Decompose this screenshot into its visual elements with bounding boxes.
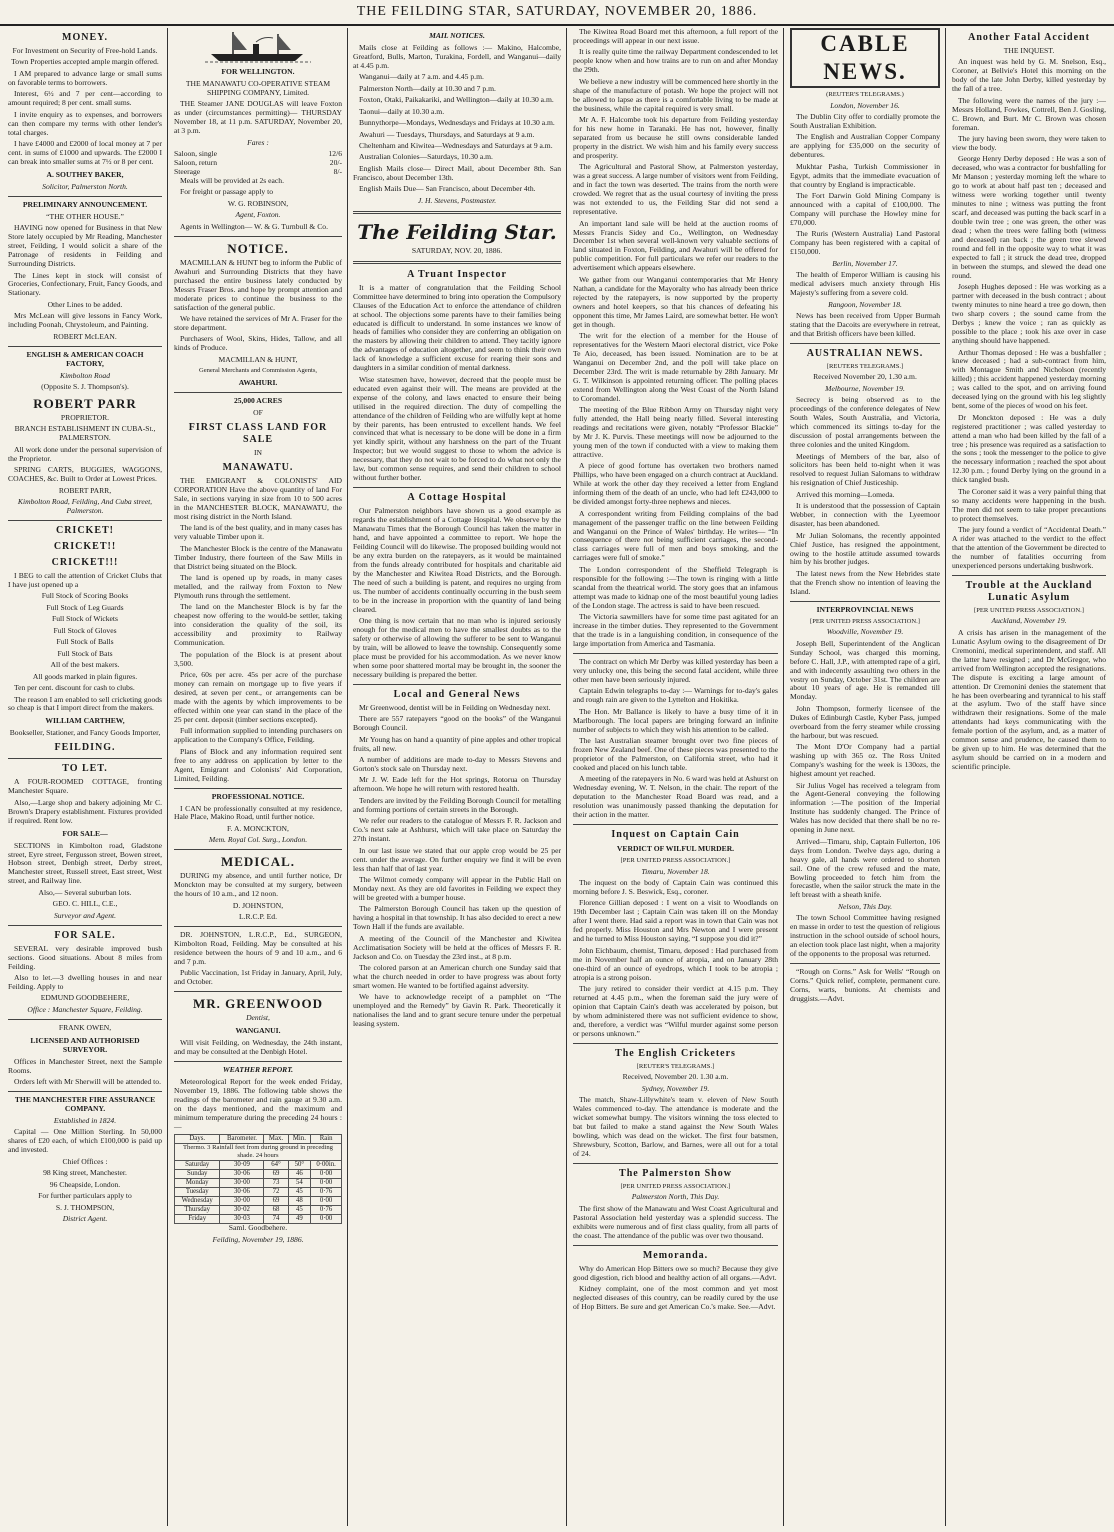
weather-cell-rain: 0·00in. [311,1161,342,1170]
accident-para: George Henry Derby deposed : He was a son of deceased, who was a contractor for bushfalling for Mr Manson ; yesterday morning left the whare to go to work at about half past ten ; deceased and witness were working together until twenty minutes to nine ; witness was putting the front scarf, and deceased was putting the back scarf in a double twin tree ; one was green, the other was dead ; when the trees were falling both (witness and deceased) ran back ; the green tree slewed round and fell in the opposite way to what it was expected to fall ; it struck the dead tree, dropped in between the stumps, and slewed the dead one round. [952,154,1106,280]
prof-heading: PROFESSIONAL NOTICE. [211,791,305,801]
money-para: Interest, 6½ and 7 per cent—according to amount required; 8 per cent. small sums. [8,89,162,108]
emigrant-para: Full information supplied to intending purchasers on application to the Company's Office, Feilding. [174,726,342,745]
weather-row [175,1179,342,1188]
cable-para: The health of Emperor William is causing his medical advisers much anxiety through His Majesty's suffering from a severe cold. [790,270,940,298]
weather-row [175,1170,342,1179]
weather-date: Feilding, November 19, 1886. [212,1234,304,1244]
other-para: Other Lines to be added. [47,299,123,309]
emigrant-para: Plans of Block and any information required sent free to any address on application by letter to the Agent, Emigrant and Colonists' Aid Corporation, Limited, Feilding. [174,746,342,783]
emigrant-para: The land on the Manchester Block is by far the cheapest now offering to the would-be settler, taking into consideration the quality of the soil, its accessibility and proximity to Railway Communication. [174,602,342,648]
notice-heading: NOTICE. [227,240,289,256]
inquest-para: John Eichbaum, chemist, Timaru, deposed : Had purchased from me in November half an ounce of atropia, and on January 28th one-third of an ounce of eyedrops, which I took to be atropia ; atropia is a strong poison. [573,945,778,982]
weather-header-row: Days. Barometer. Max. Min. Rain [175,1135,342,1144]
wellington-heading: FOR WELLINGTON. [221,67,295,76]
local-para: Mr J. W. Eade left for the Hot springs, Rotorua on Thursday afternoon. We hope he will return with restored health. [353,775,561,794]
cricket-line: All goods marked in plain figures. [32,671,138,681]
greenwood-heading: MR. GREENWOOD [193,996,323,1012]
weather-intro: Meteorological Report for the week ended Friday, November 19, 1886. The following table shows the readings of the barometer and rain gauge at 9.30 a.m. on the days mentioned, and the maximum and minimum temperature during the preceding 24 hours :— [174,1077,342,1131]
owen-heading: LICENSED AND AUTHORISED SURVEYOR. [30,1035,140,1054]
news-para: We believe a new industry will be commenced here shortly in the shape of the manufacture of potash. We hope the project will not be allowed to lapse as there is a comfortable living to be made at the business, while the capital required is very small. [573,76,778,113]
cable-para: The Fort Darwin Gold Mining Company is announced with a capital of £100,000. The Company will purchase the Howley mine for £70,000. [790,191,940,227]
paper-date: SATURDAY, NOV. 20, 1886. [411,245,503,255]
aus-para: Mr Julian Solomans, the recently appointed Chief Justice, has resigned the appointment, owing to the hostile attitude assumed towards him by his brother judges. [790,530,940,567]
cricket-line: Full Stock of Gloves [53,625,117,635]
local-para: A meeting of the Council of the Manchester and Kiwitea Acclimatisation Society will be held at the offices of Messrs F. R. Jackson and Co. on Tuesday the 23rd inst., at 8 p.m. [353,933,561,961]
accident-para: Joseph Hughes deposed : He was working as a partner with deceased in the bush contract ; about twenty minutes to nine heard a tree go down, then two sharp covers ; the sound came from the Derbys ; knew the voice ; ran as quickly as possible to the place ; took his axe over in case anything should have happened. [952,282,1106,346]
fare-row: Saloon, return 20/- [174,158,342,168]
accident-para: The Coroner said it was a very painful thing that so many accidents were happening in the bush. The men did not seem to take proper precautions to protect themselves. [952,486,1106,523]
robinson-title: Agent, Foxton. [235,210,281,220]
weather-cell-day: Monday [175,1179,220,1188]
inquest-subheading: THE INQUEST. [1003,46,1055,55]
weather-cell-day: Wednesday [175,1197,220,1206]
memoranda-para: Kidney complaint, one of the most common and yet most neglected diseases of this country, can be readily cured by the use of Hop Bitters. Be sure and get American Co.'s make. See.—Advt. [573,1283,778,1311]
mail-para: Awahuri — Tuesdays, Thursdays, and Saturdays at 9 a.m. [359,129,535,139]
weather-cell-day: Tuesday [175,1188,220,1197]
mail-heading: MAIL NOTICES. [429,31,485,40]
fire-agent-title: District Agent. [62,1214,108,1224]
cable-heading: CABLE NEWS. [790,28,940,88]
mail-para: Mails close at Feilding as follows :— Makino, Halcombe, Greatford, Bulls, Marton, Turakina, Fordell, and Wanganui—daily at 4.45 p.m. [353,42,561,70]
proprietor: PROPRIETOR. [60,413,110,422]
weather-table [174,1134,342,1224]
macmillan-title: General Merchants and Commission Agents, [198,367,318,375]
news-para: The writ for the election of a member for the House of representatives for the Western Maori electoral district, vice Poke Te Aio, deceased, has been issued. Nomination are to be at Wanganui on December 2nd, and the poll will take place on December 23rd. The writ is made returnable by 28th January. Mr G. T. Wilkinson is appointed returning officer. The polling places extend from Wellington along the West Coast of the North Island to Coromandel. [573,331,778,403]
weather-cell-min: 49 [288,1215,311,1224]
weather-cell-max: 69 [264,1197,288,1206]
contract-para: The last Australian steamer brought over two fine pieces of frozen New Zealand beef. One of these pieces was presented to the proprietor of the Palmerston, on California street, who had it cooked and placed on his lunch table. [573,736,778,772]
coach-road: Kimbolton Road [60,370,110,380]
accident-para: The following were the names of the jury :—Messrs Holland, Fowkes, Cottrell, Ben J. Gosling, C. Brown, and Burt. Mr C. Brown was chosen foreman. [952,95,1106,132]
money-heading: MONEY. [62,32,108,43]
first-class-heading: FIRST CLASS LAND FOR SALE [188,422,328,446]
notice-para: Purchasers of Wool, Skins, Hides, Tallow, and all kinds of Produce. [174,334,342,353]
parr-para: All work done under the personal supervision of the Proprietor. [8,444,162,463]
dateline: Palmerston North, This Day. [631,1192,720,1202]
local-para: Mr Greenwood, dentist will be in Feilding on Wednesday next. [359,702,551,712]
corns-ad: “Rough on Corns.” Ask for Wells' “Rough on Corns.” Quick relief, complete, permanent cure. Corns, warts, bunions. At chemists and druggists.—Advt. [790,967,940,1003]
news-para: Mr A. F. Halcombe took his departure from Feilding yesterday for his new home in Taranaki. He has not, however, finally separated from us because he still owns considerable landed property in the district. We wish him and his family every success and prosperity. [573,115,778,160]
fire-capital: Capital — One Million Sterling. In 50,000 shares of £20 each, of which £100,000 is paid up and invested. [8,1127,162,1155]
accident-para: The jury having been sworn, they were taken to view the body. [952,134,1106,153]
contract-para: A meeting of the ratepayers in No. 6 ward was held at Ashurst on Wednesday evening, W. T. Nelson, in the chair. The report of the deputation to the Manchester Road Board was read, and a resolution was unanimously passed thanking the deputation for their action in the matter. [573,774,778,820]
inquest-para: The jury retired to consider their verdict at 4.15 p.m. They returned at 4.45 p.m., when the foreman said the jury were of opinion that Captain Cain's death was accelerated by poison, but by whom administered there was not sufficient evidence to show, and, therefore, a verdict was “Wilful murder against some person or persons unknown.” [573,984,778,1038]
parr-address: Kimbolton Road, Feilding, And Cuba street, Palmerston. [17,497,153,516]
carthew-name: WILLIAM CARTHEW, [45,716,125,726]
press-association: [PER UNITED PRESS ASSOCIATION.] [810,617,920,625]
received-line: Received November 20, 1.30 a.m. [813,372,917,382]
inter-para: Arrived—Timaru, ship, Captain Fullerton, 106 days from London. Twelve days ago, during a heavy gale, all hands were ordered to shorten sail. One of the crew refused and the mate, Bowling proceeded to fetch him from the forecastle, when the sailor struck the mate in the left breast with a sheath knife. [790,836,940,900]
notice-para: MACMILLAN & HUNT beg to inform the Public of Awahuri and Surrounding Districts that they have purchased the entire business lately conducted by Messrs Fraser Bros. and hope by prompt attention and moderate prices to continue the business to the satisfaction of the general public. [174,257,342,312]
manawatu-heading: MANAWATU. [222,462,294,474]
accident-para: Dr Monckton deposed : He was a duly registered practitioner ; was called yesterday to attend a man who had been killed by the fall of a tree ; his presence was required as a satisfaction to the sons ; took the messenger to the police to give the necessary information ; reached the spot about 12.30 p.m. ; found Derby lying on the ground in a thick tangled bush. [952,412,1106,485]
dateline: Rangoon, November 18. [828,299,902,309]
hill-name: GEO. C. HILL, C.E., [52,899,118,909]
news-para: A correspondent writing from Feilding complains of the bad management of the passenger traffic on the line between Feilding and Wanganui on the Prince of Wales' birthday. He writes— “In consequence of there not being sufficient carriages, the second-class carriages were full of men and boys smoking, and the carriages were full of smoke.” [573,508,778,563]
weather-cell-rain: 0·76 [311,1188,342,1197]
weather-cell-min: 54 [288,1179,311,1188]
cable-para: News has been received from Upper Burmah stating that the Dacoits are everywhere in retreat, and that British officers have been killed. [790,311,940,338]
cricketers-para: The match, Shaw-Lillywhite's team v. eleven of New South Wales commenced to-day. The attendance is moderate and the wicket somewhat bumpy. The visitors winning the toss elected to bat but failed to make a stand against the New South Wales bowling, which was dead on the wicket. The first four batsmen, Shrewsbury, Scotton, Barlow, and Barnes, were all out for a total of 24. [573,1095,778,1158]
mail-para: Foxton, Otaki, Paikakariki, and Wellington—daily at 10.30 a.m. [359,95,554,105]
fire-established: Established in 1824. [53,1115,117,1125]
mail-para: English Mails Due— San Francisco, about December 4th. [359,184,536,194]
asylum-heading: Trouble at the Auckland Lunatic Asylum [965,579,1093,603]
cable-para: Mukhtar Pasha, Turkish Commissioner in Egypt, admits that the immediate evacuation of that country by England is impracticable. [790,161,940,189]
steamer-para: THE Steamer JANE DOUGLAS will leave Foxton as under (circumstances permitting)— THURSDAY November 18, at 11 p.m. SATURDAY, November 20, at 3 p.m. [174,99,342,136]
australian-heading: AUSTRALIAN NEWS. [806,347,924,359]
medical-heading: MEDICAL. [220,854,296,870]
aus-para: Arrived this morning—Lomeda. [796,489,895,499]
baker-name: A. SOUTHEY BAKER, [46,169,124,179]
weather-cell-min: 45 [288,1188,311,1197]
inter-para: John Thompson, formerly licensee of the Dukes of Edinburgh Castle, Kyber Pass, jumped overboard from the ferry steamer while crossing the harbour, but was rescued. [790,703,940,740]
column-rule [167,28,168,1526]
weather-cell-rain: 0·00 [311,1215,342,1224]
dateline: Auckland, November 19. [991,616,1067,626]
tolet-heading: TO LET. [62,763,108,775]
weather-cell-bar: 30·00 [220,1197,264,1206]
weather-cell-day: Thursday [175,1206,220,1215]
memoranda-para: Why do American Hop Bitters owe so much? Because they give good digestion, rich blood and healthy action of all organs.—Advt. [573,1263,778,1282]
column-1 [4,28,166,1526]
news-para: The Agricultural and Pastoral Show, at Palmerston yesterday, was a great success. A large number of visitors went from Feilding, and in fact the town was deserted. The trains from the north were crowded. We regret that as the usual courtesy of inviting the press was not extended to us, the Feilding Star did not send a representative. [573,162,778,217]
tolet-para: Also,—Large shop and bakery adjoining Mr C. Brown's Drapery establishment. Fixtures provided if required. Rent low. [8,797,162,825]
sale-para: Also to let.—3 dwelling houses in and near Feilding. Apply to [8,973,162,991]
mclean-signature: ROBERT McLEAN. [53,331,117,341]
reuters-line: (REUTER'S TELEGRAMS.) [826,91,904,98]
weather-cell-bar: 30·02 [220,1206,264,1215]
owen-para: Offices in Manchester Street, next the Sample Rooms. [8,1056,162,1075]
cricket-line: The reason I am enabled to sell cricketing goods so cheap is that I import direct from the makers. [8,694,162,713]
money-para: I have £4000 and £2000 of local money at 7 per cent. in sums of £1000 and upwards. The £2000 I can break into smaller sums at 7½ or 8 per cent. [8,139,162,166]
weather-cell-min: 46 [288,1170,311,1179]
other-para: The Lines kept in stock will consist of Groceries, Confectionary, Fruit, Fancy Goods, and Stationary. [8,270,162,298]
cable-para: The English and Australian Copper Company are applying for £35,000 on the security of debentures. [790,132,940,160]
inter-para: The Mont D'Or Company had a partial washing up with 365 oz. The Ross United Company's washing for the week is 130ozs, the highest amount yet reached. [790,742,940,779]
mail-para: Cheltenham and Kiwitea—Wednesdays and Saturdays at 9 a.m. [359,141,553,151]
accident-para: Arthur Thomas deposed : He was a bushfaller ; knew deceased ; had a sub-contract from him, with Montague Smith and Nicholson (recently killed) ; this accident happened yesterday morning ; was called to the spot, and on arriving found deceased lying on the ground with his leg slightly bent, some of the pieces of wood on his feet. [952,347,1106,411]
forsale-para: SECTIONS in Kimbolton road, Gladstone street, Eyre street, Fergusson street, Bowen street, Hobson street, Denbigh street, Derby street, Manchester street, Russell street, East street, West street, and Railway line. [8,840,162,886]
fares-heading: Fares : [247,137,269,147]
fire-heading: THE MANCHESTER FIRE ASSURANCE COMPANY. [14,1095,156,1114]
other-para: HAVING now opened for Business in that New Store lately occupied by Mr Reading, Manchester street, Feilding, I would solicit a share of the Patronage of residents in Feilding and Surrounding Districts. [8,223,162,269]
weather-cell-bar: 30·06 [220,1170,264,1179]
mail-para: English Mails close— Direct Mail, about December 8th. San Francisco, about December 13th. [353,163,561,182]
macmillan-name: MACMILLAN & HUNT, [218,354,298,364]
local-para: Mr Young has on hand a quantity of pine apples and other tropical fruits, all new. [353,734,561,753]
other-para: Mrs McLean will give lessons in Fancy Work, including Poonah, Chrystoleum, and Painting. [8,311,162,330]
truant-para: It is a matter of congratulation that the Feilding School Committee have determined to bring into operation the Compulsory Clauses of the Education Act to enforce the attendance of children at school. The objections some parents have to their families being educated is difficult to understand. In some instances we know of heads of families who consider they are conferring an obligation on the masters by allowing their children to attend. They tacitly ignore the advantages of education altogether, and seem to think their own lack of knowledge a sufficient excuse for rearing their sons and daughters in a similar condition of mental darkness. [353,282,561,373]
awahuri: AWAHURI. [238,378,278,388]
weather-cell-bar: 30·09 [220,1161,264,1170]
emigrant-para: The land is of the best quality, and in many cases has very valuable Timber upon it. [174,523,342,542]
emigrant-para: The population of the Block is at present about 3,500. [174,649,342,668]
freight: For freight or passage apply to [180,187,274,197]
fire-offices-heading: Chief Offices : [62,1156,108,1166]
local-para: There are 557 ratepayers “good on the books” of the Wanganui Borough Council. [353,714,561,733]
dateline: Melbourne, November 19. [825,383,905,393]
baker-title: Solicitor, Palmerston North. [42,181,128,191]
owen-name: FRANK OWEN, [58,1022,112,1032]
accident-para: The jury found a verdict of “Accidental Death.” A rider was attached to the verdict to the effect that the attention of the Government be directed to the number of fatalities occurring from unexperienced persons undertaking bushwork. [952,525,1106,570]
money-para: I invite enquiry as to expenses, and borrowers can then compare my terms with other lender's total charges. [8,109,162,137]
notice-para: We have retained the services of Mr A. Fraser for the store department. [174,313,342,332]
verdict-heading: VERDICT OF WILFUL MURDER. [616,844,735,854]
weather-heading: WEATHER REPORT. [222,1065,294,1075]
weather-cell-rain: 0·76 [311,1206,342,1215]
cricket-line: All of the best makers. [50,660,120,670]
aus-para: Meetings of Members of the bar, also of solicitors has been held to-night when it was resolved to request Julian Salomans to withdraw his resignation of Chief Justiceship. [790,451,940,488]
weather-row [175,1206,342,1215]
prof-para: I CAN be professionally consulted at my residence, Hale Place, Makino Road, until further notice. [174,803,342,822]
show-heading: The Palmerston Show [619,1167,732,1179]
monckton-name: F. A. MONCKTON, [227,823,289,833]
weather-cell-rain: 0·00 [311,1170,342,1179]
fire-office: 98 King street, Manchester. [43,1168,127,1178]
weather-cell-rain: 0·00 [311,1179,342,1188]
parr-signature: ROBERT PARR, [58,485,112,495]
aus-para: It is understood that the possession of Captain Webber, in connection with the Lyeemoor disaster, has been abandoned. [790,501,940,529]
dateline: Berlin, November 17. [832,258,898,268]
inter-heading: INTERPROVINCIAL NEWS [816,604,914,614]
weather-rain-head: Thermo. 3 Rainfall feet from during ground in preceding shade. 24 hours [175,1144,342,1161]
weather-cell-max: 73 [264,1179,288,1188]
contract-para: The Hon. Mr Ballance is likely to have a busy time of it in Marlborough. The local papers are bringing forward an infinite number of subjects to which they wish his attention to be called. [573,706,778,734]
emigrant-para: The Manchester Block is the centre of the Manawatu Timber Industry, there fourteen of the Saw Mills in that District being situated on the Block. [174,543,342,571]
dateline: London, November 16. [830,100,900,110]
greenwood-para: Will visit Feilding, on Wednesday, the 24th instant, and may be consulted at the Denbigh Hotel. [174,1038,342,1057]
masthead: THE FEILDING STAR, SATURDAY, NOVEMBER 20, 1886. [0,0,1114,26]
acres-in: IN [253,448,262,458]
contract-para: The contract on which Mr Derby was killed yesterday has been a very unlucky one, this being the second fatal accident, while three other men have been seriously injured. [573,656,778,684]
news-para: The meeting of the Blue Ribbon Army on Thursday night very fully attended, the Hall being nearly filled. Several interesting readings and recitations were given, notably “Professor Blackie” by Mr J. K. Purvis. These meetings will now be adjourned to the young men of the town if conducted with a view to making them attractive. [573,405,778,459]
emigrant-para: Price, 60s per acre. 45s per acre of the purchase money can remain on mortgage up to five years if desired, at seven per cent., or arrangements can be made with the agents by which improvements to be effected within one year can stand in the place of the 25 per cent. deposit (timber sections excepted). [174,670,342,724]
truant-para: Wise statesmen have, however, decreed that the people must be educated even against their will. The means are provided at the expense of the colony, and laws enacted to ensure their being utilised in the required direction. The duty of compelling the attendance of the children of Feilding who are wilfully kept at home by their parents, has been entrusted to excellent hands. We feel convinced that what is necessary to be done will be done in a firm yet kindly spirit, without any harshness on the part of the Truant Inspector; but we would suggest to those to whom the advice is necessary, that they do not wait to be forced to do what not only the law, but common sense requires, and send their children to school without further bother. [353,374,561,483]
parr-heading: ROBERT PARR [33,396,137,411]
cricket-line: Full Stock of Wickets [52,614,118,624]
mail-para: Taonui—daily at 10.30 a.m. [359,106,445,116]
emigrant-para: The land is opened up by roads, in many cases metalled, and the railway from Foxton to New Plymouth runs through the settlement. [174,573,342,600]
show-para: The first show of the Manawatu and West Coast Agricultural and Pastoral Association held yesterday was a splendid success. The exhibits were numerous and of first class quality, from all parts of the coast. The attendance of the public was over two thousand. [573,1203,778,1240]
mail-para: Bunnythorpe—Mondays, Wednesdays and Fridays at 10.30 a.m. [359,118,555,128]
inter-para: The town School Committee having resigned en masse in order to test the question of religious instruction in the school outside of school hours, an election took place last night, when a majority of the opponents to the proposal was returned. [790,913,940,959]
reuters-line: [REUTER'S TELEGRAMS.] [636,1062,715,1070]
wanganui: WANGANUI. [235,1026,281,1036]
weather-row [175,1161,342,1170]
mail-para: Palmerston North—daily at 10.30 and 7 p.m. [359,83,496,93]
press-association: [PER UNITED PRESS ASSOCIATION.] [974,606,1084,614]
hospital-para: Our Palmerston neighbors have shown us a good example as regards the establishment of a Cottage Hospital. We observe by the Manawatu Times that the Borough Council has taken the matter in hand, and have appointed a committee to report. We hope the Feilding Council will do likewise. The proposed building would not be any extra burden on the ratepayers, as it would be maintained from the funds already contributed for hospitals and charitable aid by the Manchester and Kiwitea Road Districts, and the Borough. The need of such a building is patent, and requires no urging from us. The number of accidents continually occurring in the bush seem to be in the increase in proportion with the quantity of land being cleared. [353,506,561,614]
weather-cell-day: Sunday [175,1170,220,1179]
goodbehere-name: EDMUND GOODBEHERE, [40,993,130,1003]
news-para: It is really quite time the railway Department condescended to let people know when and how trains are to run on and after Monday the 29th. [573,47,778,75]
local-para: The Wilmot comedy company will appear in the Public Hall on Monday next. As they are old favorites in Feilding we expect they will be greeted with a bumper house. [353,874,561,902]
feilding-line: FEILDING. [54,742,116,754]
column-rule [347,28,348,1526]
johnston-degree: L.R.C.P. Ed. [239,912,277,922]
local-para: We have to acknowledge receipt of a pamphlet on “The unemployed and the Remedy” by Gavin R. Park. Theoretically it nationalises the land and to grant secure tenure under the perpetual leasing system. [353,992,561,1029]
company-name: THE MANAWATU CO-OPERATIVE STEAM SHIPPING COMPANY, Limited. [185,78,331,97]
news-para: The Kiwitea Road Board met this afternoon, a full report of the proceedings will appear in our next issue. [573,28,778,45]
mail-para: Wanganui—daily at 7 a.m. and 4.45 p.m. [359,72,484,82]
weather-cell-max: 74 [264,1215,288,1224]
agents: Agents in Wellington— W. & G. Turnbull & Co. [180,221,328,231]
received-line: Received, November 20. 1.30 a.m. [622,1072,729,1082]
cricketers-heading: The English Cricketers [615,1047,736,1059]
column-6 [948,28,1110,1526]
vaccination: Public Vaccination, 1st Friday in January, April, July, and October. [174,968,342,987]
local-para: The colored parson at an American church one Sunday said that what the church needed in order to have progress was about forty smart women. He wanted to be fortified against adversity. [353,963,561,990]
local-para: In our last issue we stated that our apple crop would be 25 per cent. under the average. On further enquiry we find it will be even less than half that of last year. [353,845,561,873]
news-para: A piece of good fortune has overtaken two brothers named Phillips, who have been engaged on a church contract at Auckland. While at work the other day they received a letter from England informing them of the death of an uncle, who had left £243,000 to be divided amongst forty-three nephews and nieces. [573,461,778,507]
other-house: “THE OTHER HOUSE.” [46,211,124,221]
asylum-para: A crisis has arisen in the management of the Lunatic Asylum owing to the disagreement of Dr Cremonini, medical superintendent, and staff. All the latter have resigned ; and Dr McGregor, who arrived from Wellington accepted the resignations. The dispute is exciting a large amount of attention. Dr Cremonini denies the statement that he has been overbearing and tyrannical to his staff at the asylum. Two of the staff have since withdrawn their resignations. Some of the male attendants had keys communicating with the female portion of the asylum, and, as a matter of common sense and prudence, he caused them to be given up to him. He was determined that the asylum should be carried on in a modern and scientific principle. [952,627,1106,772]
cricket-2: CRICKET!! [53,541,117,553]
weather-cell-rain: 0·00 [311,1197,342,1206]
news-para: The London correspondent of the Sheffield Telegraph is responsible for the following :—The town is ringing with a little scandal from the theatrical world. The story goes that an infamous attempt was made to kidnap one of the most beautiful young ladies of the London stage. The actress is said to have been rescued. [573,564,778,610]
acres-heading: 25,000 ACRES [233,396,283,406]
monckton-title: Mem. Royal Col. Surg., London. [208,835,308,845]
parr-para: SPRING CARTS, BUGGIES, WAGGONS, COACHES, &c. Built to Order at Lowest Prices. [8,465,162,484]
inter-para: Sir Julius Vogel has received a telegram from the Agent-General conveying the following information :—The position of the Imperial Institute has suddenly changed. The Prince of Wales has now decided that there shall be no re-opening in June next. [790,780,940,835]
local-para: A number of additions are made to-day to Messrs Stevens and Gorton's stock sale on Thursday next. [353,755,561,773]
column-rule [945,28,946,1526]
carthew-title: Bookseller, Stationer, and Fancy Goods Importer, [9,728,161,738]
local-para: The Palmerston Borough Council has taken up the question of having a hospital in that township. It has also decided to erect a new Town Hall if the funds are available. [353,904,561,932]
cricket-line: Ten per cent. discount for cash to clubs. [14,683,135,693]
news-para: The Victoria sawmillers have for some time past agitated for an increase in the timber duties. They represented to the Government that the trade is in a languishing condition, in consequence of the large importation from America and Tasmania. [573,612,778,648]
fire-apply: For further particulars apply to [38,1191,132,1201]
news-para: An important land sale will be held at the auction rooms of Messrs Francis Sidey and Co., Wellington, on Wednesday December 1st when several well-known very valuable sections of land situated in Foxton, Feilding, and Awahuri will be offered for public competition. For full particulars we refer our readers to the advertisement which appears elsewhere. [573,218,778,273]
inter-para: Joseph Bell, Superintendent of the Anglican Sunday School, was charged this morning, before C. Hall, J.P., with attempted rape of a girl, and with indecently assaulting two others in the vestry on Sunday, October 31st. The children are about 10 years of age. He is remanded till Monday. [790,638,940,702]
cricket-line: Full Stock of Scoring Books [41,591,129,601]
memoranda-heading: Memoranda. [642,1249,709,1261]
weather-cell-min: 45 [288,1206,311,1215]
weather-cell-bar: 30·03 [220,1215,264,1224]
postmaster: J. H. Stevens, Postmaster. [417,195,497,205]
prelim-heading: PRELIMINARY ANNOUNCEMENT. [22,199,148,209]
weather-cell-day: Friday [175,1215,220,1224]
johnston-para: DR. JOHNSTON, L.R.C.P., Ed., SURGEON, Kimbolton Road, Feilding. May be consulted at his residence between the hours of 9 and 10 a.m., and 6 and 7 p.m. [174,930,342,966]
column-4 [569,28,782,1526]
column-3 [349,28,565,1526]
forsale-para: Also,— Several suburban lots. [38,887,132,897]
hill-title: Surveyor and Agent. [53,910,117,920]
weather-cell-bar: 30·00 [220,1179,264,1188]
branch: BRANCH ESTABLISHMENT IN CUBA-St., PALMERSTON. [14,424,156,443]
weather-cell-max: 68 [264,1206,288,1215]
press-association: [PER UNITED PRESS ASSOCIATION.] [620,1182,731,1190]
local-para: We refer our readers to the catalogue of Messrs F. R. Jackson and Co.'s next sale at Ashhurst, which will take place on Saturday the 27th instant. [353,816,561,844]
reuters-line: [REUTERS TELEGRAMS.] [826,362,904,370]
cable-para: The Ruris (Western Australia) Land Pastoral Company has been registered with a capital of £150,000. [790,229,940,257]
local-heading: Local and General News [393,688,521,700]
dateline: Nelson, This Day. [837,901,892,911]
dateline: Woodville, November 19. [826,627,904,637]
weather-signature: Saml. Goodbehere. [228,1223,288,1233]
cricket-line: Full Stock of Balls [56,637,114,647]
owen-para: Orders left with Mr Sherwill will be attended to. [14,1077,161,1087]
weather-cell-max: 64° [264,1161,288,1170]
weather-cell-max: 69 [264,1170,288,1179]
inquest-heading: Inquest on Captain Cain [611,829,740,841]
press-association: [PER UNITED PRESS ASSOCIATION.] [620,857,731,865]
acres-of: OF [253,408,263,418]
contract-para: Captain Edwin telegraphs to-day :— Warnings for to-day's gales and rough rain are given to the Lyttelton and Hokitika. [573,686,778,705]
column-5 [786,28,944,1526]
accident-para: An inquest was held by G. M. Snelson, Esq., Coroner, at Bellvie's Hotel this morning on the body of the late John Derby, killed yesterday by the fall of a tree. [952,57,1106,94]
aus-para: The latest news from the New Hebrides state that the French show no intention of leaving the Island. [790,568,940,596]
cable-para: The Dublin City offer to cordially promote the South Australian Exhibition. [790,111,940,130]
accident-heading: Another Fatal Accident [968,32,1090,43]
cricket-3: CRICKET!!! [51,557,119,569]
dateline: Timaru, November 18. [641,866,710,876]
emigrant-para: THE EMIGRANT & COLONISTS' AID CORPORATION Have the above quantity of land For Sale, in sections varying in size from 10 to 500 acres in the MANCHESTER BLOCK, MANAWATU, the most rising district in the North Island. [174,476,342,521]
inquest-para: The inquest on the body of Captain Cain was continued this morning before J. S. Beswick, Esq., coroner. [573,878,778,896]
fare-row: Steerage 8/- [174,167,342,177]
goodbehere-office: Office : Manchester Square, Feilding. [27,1004,143,1014]
fire-office: 96 Cheapside, London. [49,1179,121,1189]
weather-cell-bar: 30·06 [220,1188,264,1197]
sale-heading: FOR SALE. [54,929,116,941]
cricket-1: CRICKET! [55,525,114,537]
paper-title: The Feilding Star. [357,219,557,244]
news-para: We gather from our Wanganui contemporaries that Mr Henry Nathan, a candidate for the Mayoralty who has already been thrice rejected by the ratepayers, is now supported by the property owners and hotel keepers, so that his chances of defeating his opponent this time, Mr James Laird, are somewhat better. He won't get in though. [573,274,778,329]
coach-opposite: (Opposite S. J. Thompson's). [41,382,129,392]
weather-cell-max: 72 [264,1188,288,1197]
weather-cell-min: 48 [288,1197,311,1206]
dateline: Sydney, November 19. [641,1083,710,1093]
cricket-line: I BEG to call the attention of Cricket Clubs that I have just opened up a [8,571,162,589]
fire-agent: S. J. THOMPSON, [55,1202,115,1212]
johnston-name: D. JOHNSTON, [232,900,284,910]
meals: Meals will be provided at 2s each. [180,175,284,185]
cricket-line: Full Stock of Bats [57,648,113,658]
weather-row [175,1197,342,1206]
hospital-heading: A Cottage Hospital [407,492,507,504]
tolet-para: A FOUR-ROOMED COTTAGE, fronting Manchester Square. [8,777,162,796]
money-para: I AM prepared to advance large or small sums on favorable terms to borrowers. [8,68,162,87]
coach-heading: ENGLISH & AMERICAN COACH FACTORY, [26,349,144,368]
truant-heading: A Truant Inspector [407,268,507,280]
mail-para: Australian Colonies—Saturdays, 10.30 a.m. [359,152,493,162]
weather-cell-day: Saturday [175,1161,220,1170]
forsale-heading: FOR SALE— [62,828,108,838]
fare-row: Saloon, single 12/6 [174,149,342,159]
column-2 [170,28,346,1526]
column-rule [783,28,784,1526]
weather-cell-min: 50° [288,1161,311,1170]
aus-para: Secrecy is being observed as to the proceedings of the conference delegates of New South Wales, South Australia, and Victoria, which commenced its sittings to-day for the discussion of postal arrangements between the three colonies and the united Kingdom. [790,395,940,450]
medical-para: DURING my absence, and until further notice, Dr Monckton may be consulted at my surgery, between the hours of 10 a.m., and 12 noon. [174,871,342,899]
weather-row [175,1188,342,1197]
hospital-para: One thing is now certain that no man who is injured seriously enough for the medical men to have the smallest doubts as to the safety or otherwise of allowing the sufferer to be sent to Wanganui by train, will be allowed to leave the township. Consequently some place must be provided for his accommodation. As we never know when some poor shattered mortal may be brought in, the sooner the necessary building is prepared the better. [353,616,561,679]
money-line: For Investment on Security of Free-hold Lands. [12,46,158,55]
dentist: Dentist, [246,1013,270,1023]
money-line: Town Properties accepted ample margin offered. [11,57,159,67]
cricket-line: Full Stock of Leg Guards [46,602,124,612]
sale-para: SEVERAL very desirable improved bush sections. Good situations. About 8 miles from Feilding. [8,943,162,971]
inquest-para: Florence Gillian deposed : I went on a visit to Woodlands on 19th December last ; Captain Cain was taken ill on the Monday after I went there. Had said a report was in town that Cain was not fed properly. Miss Houston and Mrs Newton and I were present and he turned to Miss Houston saying, “I suppose you did it?” [573,898,778,944]
column-rule [566,28,567,1526]
steamship-icon [203,30,313,64]
local-para: Tenders are invited by the Feilding Borough Council for metalling and forming portions of certain streets in the Borough. [353,795,561,814]
robinson-name: W. G. ROBINSON, [227,198,289,208]
